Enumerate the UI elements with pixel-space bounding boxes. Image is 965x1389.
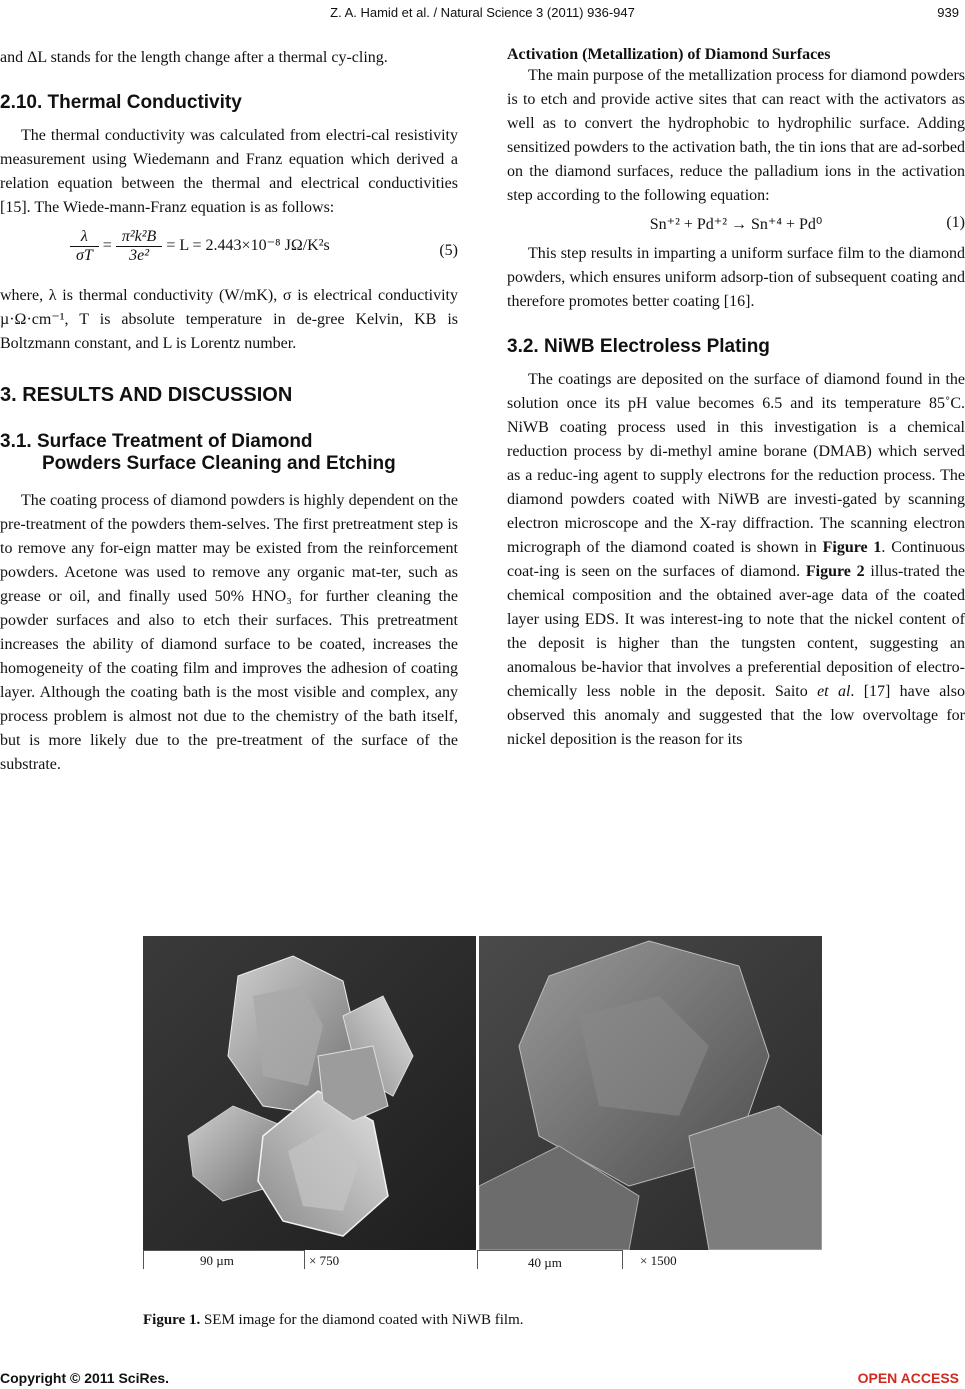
eq5-rhs: = L = 2.443×10⁻⁸ JΩ/K²s bbox=[166, 237, 330, 255]
activation-paragraph: The main purpose of the metallization process for diamond powders is to etch and provide active sites that can react with the activators as well as to convert the hydrophobic to hydrophilic surface. Adding sensitized powders to the activation bath, the tin ions that are ad-sorbed on the diamond surfaces, reduce the palladium ions in the activation step according to the following equation: bbox=[507, 67, 965, 204]
thermal-paragraph: The thermal conductivity was calculated from electri-cal resistivity measurement using Wiedemann and Franz equation which derived a relation equation between the thermal and electrical conductivities [15]. The Wiede-mann-Franz equation is as follows: bbox=[0, 127, 458, 216]
step-paragraph: This step results in imparting a uniform surface film to the diamond powders, which ensures uniform adsorp-tion of subsequent coating and therefore promotes better coating [16]. bbox=[507, 245, 965, 310]
caption-text: SEM image for the diamond coated with NiWB film. bbox=[200, 1312, 524, 1328]
section-heading-3-2: 3.2. NiWB Electroless Plating bbox=[507, 336, 770, 357]
copyright: Copyright © 2011 SciRes. bbox=[0, 1370, 170, 1386]
scale-label-left: 90 µm bbox=[200, 1253, 234, 1268]
left-column bbox=[0, 46, 458, 777]
eq1-text: Sn⁺² + Pd⁺² → Sn⁺⁴ + Pd⁰ bbox=[649, 216, 823, 233]
scale-label-right: 40 µm bbox=[528, 1255, 562, 1270]
eq5-mid-den: 3e² bbox=[129, 247, 150, 264]
eq5-lhs-den: σT bbox=[76, 247, 93, 264]
magnification-left: × 750 bbox=[309, 1253, 340, 1268]
running-header bbox=[0, 5, 965, 27]
magnification-right: × 1500 bbox=[640, 1253, 677, 1268]
where-paragraph: where, λ is thermal conductivity (W/mK), σ is electrical conductivity µ·Ω·cm⁻¹, T is absolute temperature in de-gree Kelvin, KB is Boltzmann constant, and L is Lorentz number. bbox=[0, 287, 458, 352]
sem-micrograph-x750 bbox=[143, 936, 476, 1250]
equation-1 bbox=[507, 214, 965, 242]
equation-5: $\frac{\lambda}{\sigma T}$ = $\frac{\text{π²k²B}}{\text{3e²}}$ = L = 2.443×10⁻⁸ JΩ/K²s (5) bbox=[0, 220, 458, 284]
figure-2-reference[interactable]: Figure 2 bbox=[805, 563, 865, 580]
figure-caption bbox=[143, 1312, 524, 1329]
section-heading-3: 3. RESULTS AND DISCUSSION bbox=[0, 384, 293, 406]
section-heading-2-10: 2.10. Thermal Conductivity bbox=[0, 92, 242, 113]
sem-image-right bbox=[479, 936, 822, 1250]
sem-image-left bbox=[143, 936, 476, 1250]
eq1-number: (1) bbox=[946, 214, 965, 231]
niwb-text-3: illus-trated the chemical composition and the obtained aver-age data of the coated layer using EDS. It was interest-ing to note that the nickel content of the deposit is higher than the tungsten content, suggesting an anomalous be-havior that involves a preferential deposition of electro-chemically less noble in the deposit. Saito bbox=[507, 563, 965, 700]
intro-paragraph: and ΔL stands for the length change after a thermal cy-cling. bbox=[0, 49, 388, 66]
sem-figure bbox=[143, 936, 822, 1250]
caption-label: Figure 1. bbox=[143, 1312, 201, 1328]
niwb-text-4: . [17] have also observed this anomaly and suggested that the low overvoltage for nickel deposition is the reason for its bbox=[507, 683, 965, 748]
et-al: et al bbox=[817, 683, 851, 700]
niwb-text-2: . Continuous coat-ing is seen on the surfaces of diamond. bbox=[507, 539, 965, 580]
coating-paragraph: The coating process of diamond powders is highly dependent on the pre-treatment of the powders them-selves. The first pretreatment step is to remove any for-eign matter may be existed from the reinforcement powders. Acetone was used to remove any organic mat-ter, such as grease or oil, and finally used 50% HNO₃ for further cleaning the powder surfaces and also to etch their surfaces. This pretreatment increases the ability of diamond surface to be coated, increases the homogeneity of the coating film and improves the adhesion of coating layer. Although the coating bath is the most visible and complex, any process problem is almost not due to the chemistry of the bath itself, but is more likely due to the pre-treatment of the surface of the substrate. bbox=[0, 492, 458, 773]
section-heading-3-1-line1: 3.1. Surface Treatment of Diamond bbox=[0, 431, 313, 452]
right-column bbox=[507, 46, 965, 752]
figure-1-reference[interactable]: Figure 1 bbox=[822, 539, 882, 556]
section-heading-3-1-line2: Powders Surface Cleaning and Etching bbox=[42, 453, 396, 474]
eq5-mid-num: π²k²B bbox=[116, 228, 162, 247]
sem-micrograph-x1500 bbox=[479, 936, 822, 1250]
open-access-badge: OPEN ACCESS bbox=[857, 1370, 959, 1386]
niwb-paragraph bbox=[507, 368, 965, 752]
header-citation: Z. A. Hamid et al. / Natural Science 3 (2011) 936-947 bbox=[330, 5, 635, 20]
niwb-text-1: The coatings are deposited on the surface of diamond found in the solution once its pH value becomes 6.5 and its temperature 85˚C. NiWB coating process used in this investigation is a chemical reduction process by di-methyl amine borane (DMAB) which served as a reduc-ing agent to supply electrons for the reduction process. The diamond powders coated with NiWB are investi-gated by scanning electron microscope and the X-ray diffraction. The scanning electron micrograph of the diamond coated is shown in bbox=[507, 371, 965, 556]
activation-heading: Activation (Metallization) of Diamond Surfaces bbox=[507, 46, 831, 63]
eq5-lhs-num: λ bbox=[70, 228, 99, 247]
page-number: 939 bbox=[937, 5, 959, 20]
eq5-number: (5) bbox=[439, 242, 458, 259]
